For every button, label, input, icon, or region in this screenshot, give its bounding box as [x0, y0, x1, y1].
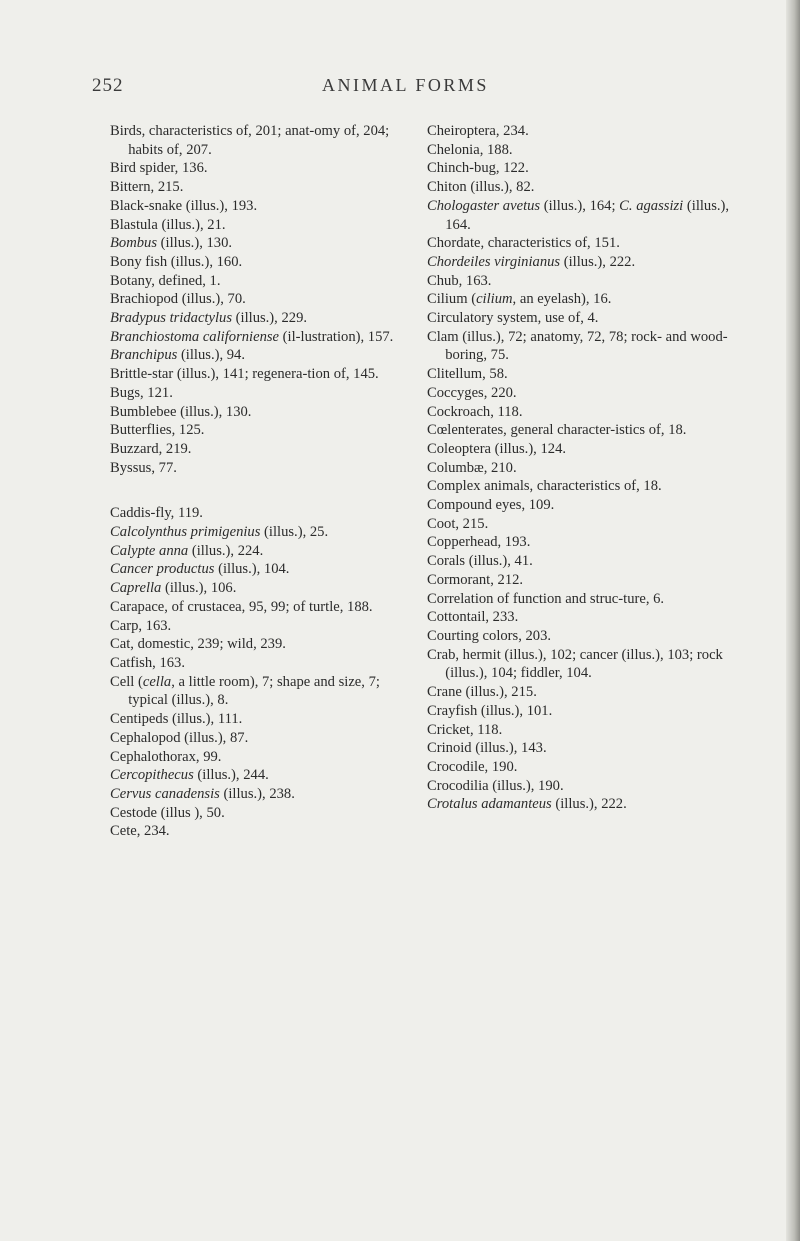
index-column-right — [427, 122, 737, 814]
index-text: (illus.), 222. — [551, 796, 627, 813]
index-entry — [427, 197, 737, 234]
index-text: Clam (illus.), 72; anatomy, 72, 78; rock- and wood-boring, 75. — [427, 328, 728, 364]
index-entry — [110, 122, 420, 159]
index-term-italic: Cercopithecus — [110, 767, 194, 784]
index-entry — [427, 421, 737, 440]
index-text: Centipeds (illus.), 111. — [110, 711, 243, 728]
index-text: Copperhead, 193. — [427, 534, 531, 551]
index-term-italic: Bombus — [110, 235, 158, 252]
section-gap — [110, 477, 420, 504]
index-text: Bittern, 215. — [110, 179, 184, 196]
index-entry — [427, 721, 737, 740]
index-entry — [427, 122, 737, 141]
index-entry — [110, 748, 420, 767]
index-text: Butterflies, 125. — [110, 422, 205, 439]
index-text: Cheiroptera, 234. — [427, 123, 529, 139]
index-column-left — [110, 122, 420, 841]
index-term-italic: Branchipus — [110, 347, 178, 364]
running-head — [0, 75, 800, 105]
index-entry — [427, 795, 737, 814]
index-entry — [427, 253, 737, 272]
index-text: (illus.), 130. — [157, 235, 233, 252]
index-entry — [427, 739, 737, 758]
index-text: Botany, defined, 1. — [110, 272, 221, 289]
index-entry — [110, 253, 420, 272]
index-entry — [427, 459, 737, 478]
index-entry — [427, 440, 737, 459]
index-text: Crinoid (illus.), 143. — [427, 740, 547, 757]
index-text: (il-lustration), 157. — [279, 328, 394, 345]
index-text: Cockroach, 118. — [427, 403, 523, 420]
index-entry — [427, 309, 737, 328]
index-entry — [110, 598, 420, 617]
index-text: Chub, 163. — [427, 272, 492, 289]
index-entry — [427, 571, 737, 590]
index-entry — [110, 159, 420, 178]
page-title: ANIMAL FORMS — [322, 75, 489, 95]
index-text: Clitellum, 58. — [427, 366, 508, 383]
index-entry — [110, 710, 420, 729]
index-text: Carapace, of crustacea, 95, 99; of turtle, 188. — [110, 598, 373, 615]
index-text: Carp, 163. — [110, 617, 172, 634]
index-text: Cephalothorax, 99. — [110, 748, 222, 765]
index-entry — [110, 654, 420, 673]
index-text: Circulatory system, use of, 4. — [427, 310, 599, 327]
index-entry — [110, 309, 420, 328]
index-text: (illus.), 104. — [214, 561, 290, 578]
index-entry — [110, 365, 420, 384]
index-text: Buzzard, 219. — [110, 440, 192, 457]
index-entry — [427, 552, 737, 571]
index-text: Cottontail, 233. — [427, 609, 519, 626]
index-text: Chelonia, 188. — [427, 141, 513, 158]
index-term-italic: Chordeiles virginianus — [427, 253, 561, 270]
index-entry — [110, 459, 420, 478]
index-entry — [110, 346, 420, 365]
index-text: Bony fish (illus.), 160. — [110, 253, 243, 270]
index-entry — [110, 234, 420, 253]
index-text: Coot, 215. — [427, 515, 489, 532]
index-text: Brittle-star (illus.), 141; regenera-tion of, 145. — [110, 366, 379, 383]
index-text: Cricket, 118. — [427, 721, 503, 738]
index-entry — [427, 159, 737, 178]
index-entry — [110, 635, 420, 654]
index-entry — [110, 421, 420, 440]
index-entry — [110, 673, 420, 710]
index-text: Crane (illus.), 215. — [427, 684, 537, 701]
index-term-italic: C. agassizi — [619, 197, 684, 214]
index-text: Coleoptera (illus.), 124. — [427, 440, 567, 457]
index-term-italic: Cervus canadensis — [110, 785, 220, 802]
index-text: Complex animals, characteristics of, 18. — [427, 478, 662, 495]
index-text: Crocodilia (illus.), 190. — [427, 777, 564, 794]
index-entry — [110, 440, 420, 459]
index-entry — [110, 178, 420, 197]
index-text: Brachiopod (illus.), 70. — [110, 291, 246, 308]
index-text: Birds, characteristics of, 201; anat-omy of, 204; habits of, 207. — [110, 123, 390, 158]
index-text: (illus.), 224. — [188, 542, 264, 559]
index-text: (illus.), 229. — [232, 310, 308, 327]
index-text: Cestode (illus ), 50. — [110, 804, 225, 821]
index-text: Black-snake (illus.), 193. — [110, 197, 258, 214]
index-entry — [110, 272, 420, 291]
index-text: (illus.), 94. — [177, 347, 245, 364]
index-text: Cœlenterates, general character-istics of, 18. — [427, 422, 687, 439]
index-text: (illus.), 164. — [445, 197, 730, 233]
index-entry — [427, 141, 737, 160]
index-text: Crayfish (illus.), 101. — [427, 702, 553, 719]
index-entry — [427, 496, 737, 515]
index-entry — [427, 646, 737, 683]
index-entry — [110, 804, 420, 823]
index-entry — [427, 234, 737, 253]
index-text: Byssus, 77. — [110, 459, 177, 476]
index-text: Cell ( — [110, 673, 143, 690]
index-entry — [427, 290, 737, 309]
index-text: Cat, domestic, 239; wild, 239. — [110, 636, 286, 653]
index-text: Courting colors, 203. — [427, 627, 552, 644]
index-entry — [110, 504, 420, 523]
index-text: , a little room), 7; shape and size, 7; typical (illus.), 8. — [128, 673, 380, 709]
index-entry — [110, 216, 420, 235]
index-entry — [427, 365, 737, 384]
index-text: Columbæ, 210. — [427, 459, 517, 476]
index-entry — [110, 822, 420, 841]
index-text: Cormorant, 212. — [427, 571, 524, 588]
index-term-italic: cella — [142, 673, 172, 690]
index-term-italic: Calypte anna — [110, 542, 189, 559]
index-text: (illus.), 106. — [161, 580, 237, 597]
index-term-italic: Branchiostoma californiense — [110, 328, 280, 345]
index-text: Correlation of function and struc-ture, 6. — [427, 590, 665, 607]
index-entry — [427, 702, 737, 721]
index-text: Chiton (illus.), 82. — [427, 179, 535, 196]
index-entry — [427, 515, 737, 534]
index-entry — [110, 785, 420, 804]
index-text: (illus.), 222. — [560, 253, 636, 270]
index-term-italic: Caprella — [110, 580, 162, 597]
index-text: (illus.), 25. — [260, 524, 329, 541]
index-text: Cete, 234. — [110, 823, 170, 840]
index-text: Catfish, 163. — [110, 654, 185, 671]
index-entry — [427, 384, 737, 403]
index-entry — [110, 766, 420, 785]
index-term-italic: Bradypus tridactylus — [110, 310, 233, 327]
index-text: (illus.), 244. — [193, 767, 269, 784]
index-entry — [110, 403, 420, 422]
index-text: Bird spider, 136. — [110, 160, 208, 177]
index-text: (illus.), 164; — [540, 197, 620, 214]
index-entry — [110, 617, 420, 636]
index-entry — [110, 197, 420, 216]
index-entry — [427, 777, 737, 796]
index-term-italic: Calcolynthus primigenius — [110, 524, 261, 541]
index-term-italic: Crotalus adamanteus — [427, 796, 552, 813]
index-entry — [427, 627, 737, 646]
index-text: Cephalopod (illus.), 87. — [110, 729, 249, 746]
index-entry — [110, 384, 420, 403]
index-term-italic: Chologaster avetus — [427, 197, 541, 214]
index-text: Bugs, 121. — [110, 384, 173, 401]
index-text: Blastula (illus.), 21. — [110, 216, 226, 233]
index-entry — [427, 178, 737, 197]
index-text: Compound eyes, 109. — [427, 497, 555, 514]
index-entry — [427, 608, 737, 627]
index-text: Chinch-bug, 122. — [427, 160, 529, 177]
index-text: Chordate, characteristics of, 151. — [427, 235, 620, 252]
index-entry — [427, 683, 737, 702]
index-entry — [427, 590, 737, 609]
index-text: , an eyelash), 16. — [512, 291, 612, 308]
index-entry — [110, 579, 420, 598]
index-entry — [427, 403, 737, 422]
index-text: Crab, hermit (illus.), 102; cancer (illus.), 103; rock (illus.), 104; fiddler, 104. — [427, 646, 723, 682]
index-entry — [110, 560, 420, 579]
page-edge-shadow — [786, 0, 800, 1241]
index-text: Cilium ( — [427, 291, 477, 308]
index-entry — [427, 477, 737, 496]
index-text: Bumblebee (illus.), 130. — [110, 403, 252, 420]
index-entry — [110, 523, 420, 542]
index-entry — [427, 758, 737, 777]
index-term-italic: cilium — [476, 291, 513, 308]
index-text: Corals (illus.), 41. — [427, 553, 533, 570]
index-text: Coccyges, 220. — [427, 384, 517, 401]
index-entry — [110, 290, 420, 309]
index-term-italic: Cancer productus — [110, 561, 215, 578]
index-entry — [427, 533, 737, 552]
index-entry — [110, 729, 420, 748]
index-text: (illus.), 238. — [219, 785, 295, 802]
index-text: Caddis-fly, 119. — [110, 505, 203, 522]
index-entry — [427, 328, 737, 365]
index-entry — [110, 328, 420, 347]
index-text: Crocodile, 190. — [427, 758, 518, 775]
page-number: 252 — [92, 75, 124, 96]
index-entry — [427, 272, 737, 291]
index-entry — [110, 542, 420, 561]
